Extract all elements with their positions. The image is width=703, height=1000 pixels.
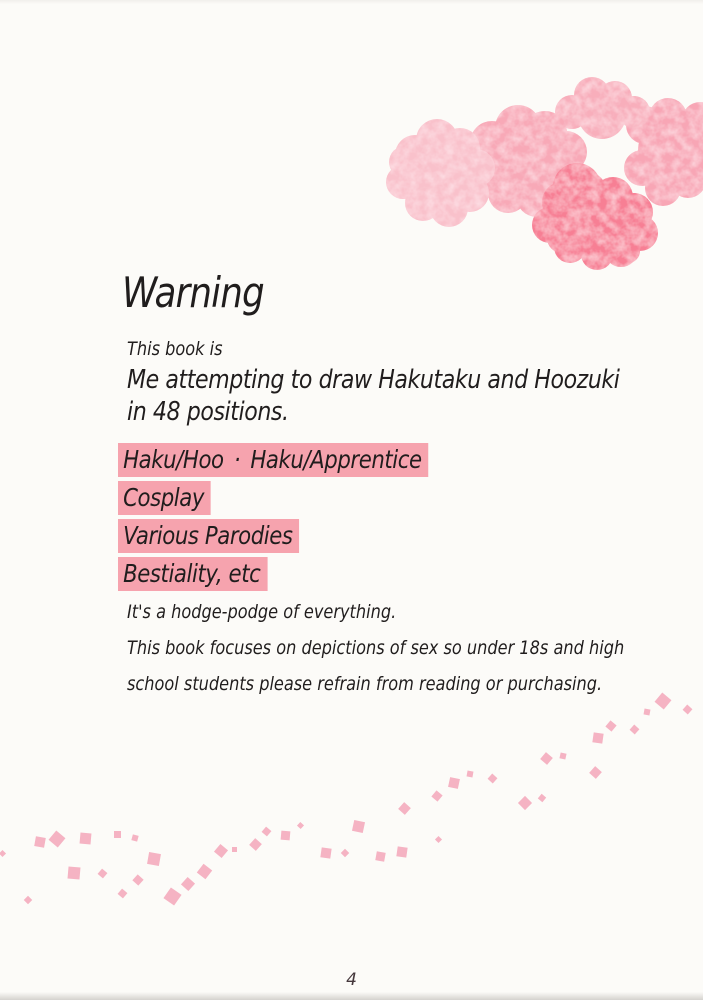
confetti-square xyxy=(589,766,602,779)
confetti-square xyxy=(118,889,128,899)
confetti-square xyxy=(181,877,195,891)
confetti-square xyxy=(538,794,546,802)
confetti-square xyxy=(341,849,349,857)
confetti-square xyxy=(518,796,532,810)
confetti-square xyxy=(49,831,66,848)
note-line-1: It's a hodge-podge of everything. xyxy=(127,601,397,623)
confetti-square xyxy=(605,720,616,731)
confetti-square xyxy=(320,847,331,858)
confetti-square xyxy=(398,802,411,815)
confetti-square xyxy=(147,852,161,866)
confetti-square xyxy=(375,851,385,861)
confetti-square xyxy=(34,836,46,848)
confetti-square xyxy=(281,831,291,841)
highlight-pairings: Haku/Hoo · Haku/Apprentice xyxy=(118,443,429,477)
confetti-square xyxy=(644,709,651,716)
confetti-square xyxy=(559,752,566,759)
statement-line-1: Me attempting to draw Hakutaku and Hoozuki xyxy=(127,365,620,395)
page-title: Warning xyxy=(122,268,264,317)
confetti-square xyxy=(98,869,108,879)
confetti-square xyxy=(214,844,228,858)
scan-edge-top xyxy=(0,0,703,4)
highlight-bestiality: Bestiality, etc xyxy=(118,557,267,591)
highlight-cosplay: Cosplay xyxy=(118,481,211,515)
confetti-square xyxy=(630,725,640,735)
confetti-square xyxy=(467,771,474,778)
confetti-square xyxy=(540,752,553,765)
page-number: 4 xyxy=(346,970,357,990)
confetti-square xyxy=(683,705,693,715)
highlighted-tags xyxy=(118,443,483,595)
confetti-square xyxy=(0,850,6,857)
confetti-square xyxy=(592,732,603,743)
notes-text xyxy=(127,594,703,702)
confetti-square xyxy=(249,838,262,851)
statement-line-2: in 48 positions. xyxy=(127,397,289,427)
confetti-square xyxy=(448,777,460,789)
lead-text: This book is xyxy=(127,338,223,360)
scan-edge-bottom xyxy=(0,992,703,1000)
confetti-square xyxy=(131,834,138,841)
confetti-square xyxy=(67,866,80,879)
highlight-parodies: Various Parodies xyxy=(118,519,299,553)
confetti-square xyxy=(435,836,442,843)
confetti-square xyxy=(24,896,32,904)
confetti-square xyxy=(262,827,272,837)
note-line-2: This book focuses on depictions of sex so under 18s and high xyxy=(127,637,625,659)
confetti-square xyxy=(297,822,304,829)
confetti-square xyxy=(163,887,181,905)
confetti-square xyxy=(352,820,365,833)
confetti-square xyxy=(132,874,143,885)
confetti-square xyxy=(197,864,212,879)
confetti-square xyxy=(232,847,237,852)
note-line-3: school students please refrain from reading or purchasing. xyxy=(127,673,603,695)
cloud-decoration xyxy=(380,60,703,320)
statement-text xyxy=(127,364,703,428)
confetti-square xyxy=(80,833,92,845)
confetti-square xyxy=(114,831,121,838)
confetti-square xyxy=(488,774,498,784)
confetti-square xyxy=(396,846,407,857)
confetti-square xyxy=(431,790,442,801)
